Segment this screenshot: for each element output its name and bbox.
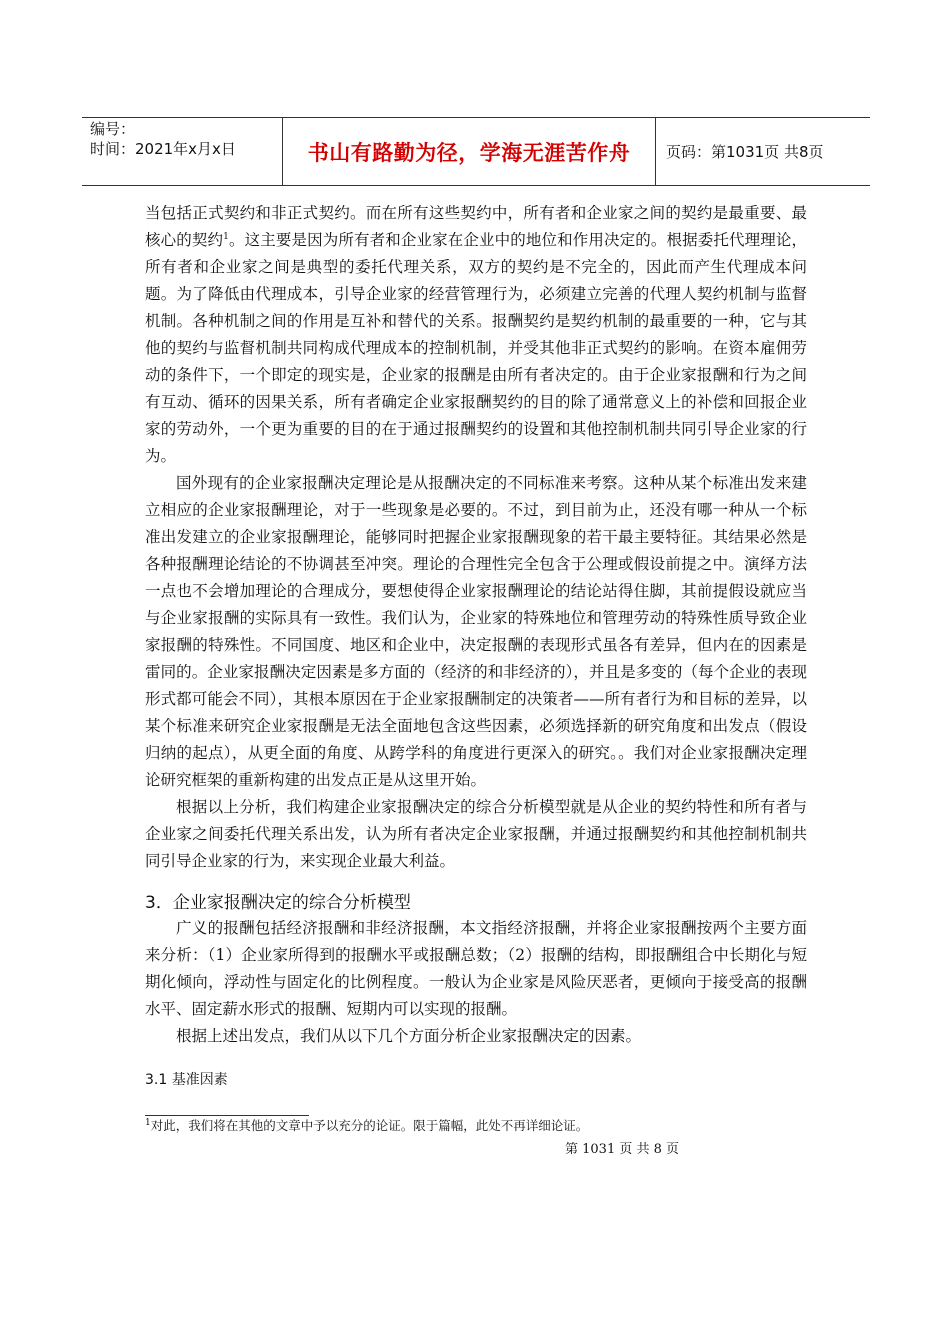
footnote-mark: 1 xyxy=(145,1117,151,1128)
section-3-heading: 3．企业家报酬决定的综合分析模型 xyxy=(145,893,411,913)
paragraph-1-text-a: 当包括正式契约和非正式契约。而在所有这些契约中，所有者和企业家之间的契约是最重要、最核心的契约 xyxy=(145,204,807,249)
header-page-cell xyxy=(656,118,870,185)
footnote xyxy=(145,1117,588,1135)
paragraph-4: 广义的报酬包括经济报酬和非经济报酬，本文指经济报酬，并将企业家报酬按两个主要方面来分析：（1）企业家所得到的报酬水平或报酬总数；（2）报酬的结构，即报酬组合中长期化与短期化倾向，浮动性与固定化的比例程度。一般认为企业家是风险厌恶者，更倾向于接受高的报酬水平、固定薪水形式的报酬、短期内可以实现的报酬。 xyxy=(145,919,807,1018)
footnote-divider xyxy=(145,1115,309,1116)
paragraph-1 xyxy=(145,200,807,470)
paragraph-5: 根据上述出发点，我们从以下几个方面分析企业家报酬决定的因素。 xyxy=(176,1027,642,1045)
header-motto-cell xyxy=(282,118,656,185)
footnote-reference[interactable]: 1 xyxy=(223,231,229,242)
section-3-1-heading: 3.1 基准因素 xyxy=(145,1072,228,1088)
document-body xyxy=(145,200,807,1090)
footnote-text: 对此，我们将在其他的文章中予以充分的论证。限于篇幅，此处不再详细论证。 xyxy=(150,1118,589,1133)
page-header xyxy=(82,117,870,186)
page-number: 第 1031 页 共 8 页 xyxy=(565,1142,680,1157)
header-meta-cell xyxy=(82,118,282,185)
paragraph-3: 根据以上分析，我们构建企业家报酬决定的综合分析模型就是从企业的契约特性和所有者与企业家之间委托代理关系出发，认为所有者决定企业家报酬，并通过报酬契约和其他控制机制共同引导企业家的行为，来实现企业最大利益。 xyxy=(145,798,807,870)
document-id-label: 编号： xyxy=(90,120,136,138)
paragraph-1-text-b: 。这主要是因为所有者和企业家在企业中的地位和作用决定的。根据委托代理理论，所有者和企业家之间是典型的委托代理关系，双方的契约是不完全的，因此而产生代理成本问题。为了降低由代理成本，引导企业家的经营管理行为，必须建立完善的代理人契约机制与监督机制。各种机制之间的作用是互补和替代的关系。报酬契约是契约机制的最重要的一种，它与其他的契约与监督机制共同构成代理成本的控制机制，并受其他非正式契约的影响。在资本雇佣劳动的条件下，一个即定的现实是，企业家的报酬是由所有者决定的。由于企业家报酬和行为之间有互动、循环的因果关系，所有者确定企业家报酬契约的目的除了通常意义上的补偿和回报企业家的劳动外，一个更为重要的目的在于通过报酬契约的设置和其他控制机制共同引导企业家的行为。 xyxy=(145,231,807,465)
header-motto: 书山有路勤为径，学海无涯苦作舟 xyxy=(307,140,631,165)
header-page-label: 页码：第1031页 共8页 xyxy=(666,142,824,161)
paragraph-2: 国外现有的企业家报酬决定理论是从报酬决定的不同标准来考察。这种从某个标准出发来建立相应的企业家报酬理论，对于一些现象是必要的。不过，到目前为止，还没有哪一种从一个标准出发建立的企业家报酬理论，能够同时把握企业家报酬现象的若干最主要特征。其结果必然是各种报酬理论结论的不协调甚至冲突。理论的合理性完全包含于公理或假设前提之中。演绎方法一点也不会增加理论的合理成分，要想使得企业家报酬理论的结论站得住脚，其前提假设就应当与企业家报酬的实际具有一致性。我们认为，企业家的特殊地位和管理劳动的特殊性质导致企业家报酬的特殊性。不同国度、地区和企业中，决定报酬的表现形式虽各有差异，但内在的因素是雷同的。企业家报酬决定因素是多方面的（经济的和非经济的），并且是多变的（每个企业的表现形式都可能会不同），其根本原因在于企业家报酬制定的决策者——所有者行为和目标的差异，以某个标准来研究企业家报酬是无法全面地包含这些因素，必须选择新的研究角度和出发点（假设归纳的起点），从更全面的角度、从跨学科的角度进行更深入的研究。。我们对企业家报酬决定理论研究框架的重新构建的出发点正是从这里开始。 xyxy=(145,474,807,789)
document-time-label: 时间：2021年x月x日 xyxy=(90,140,236,158)
